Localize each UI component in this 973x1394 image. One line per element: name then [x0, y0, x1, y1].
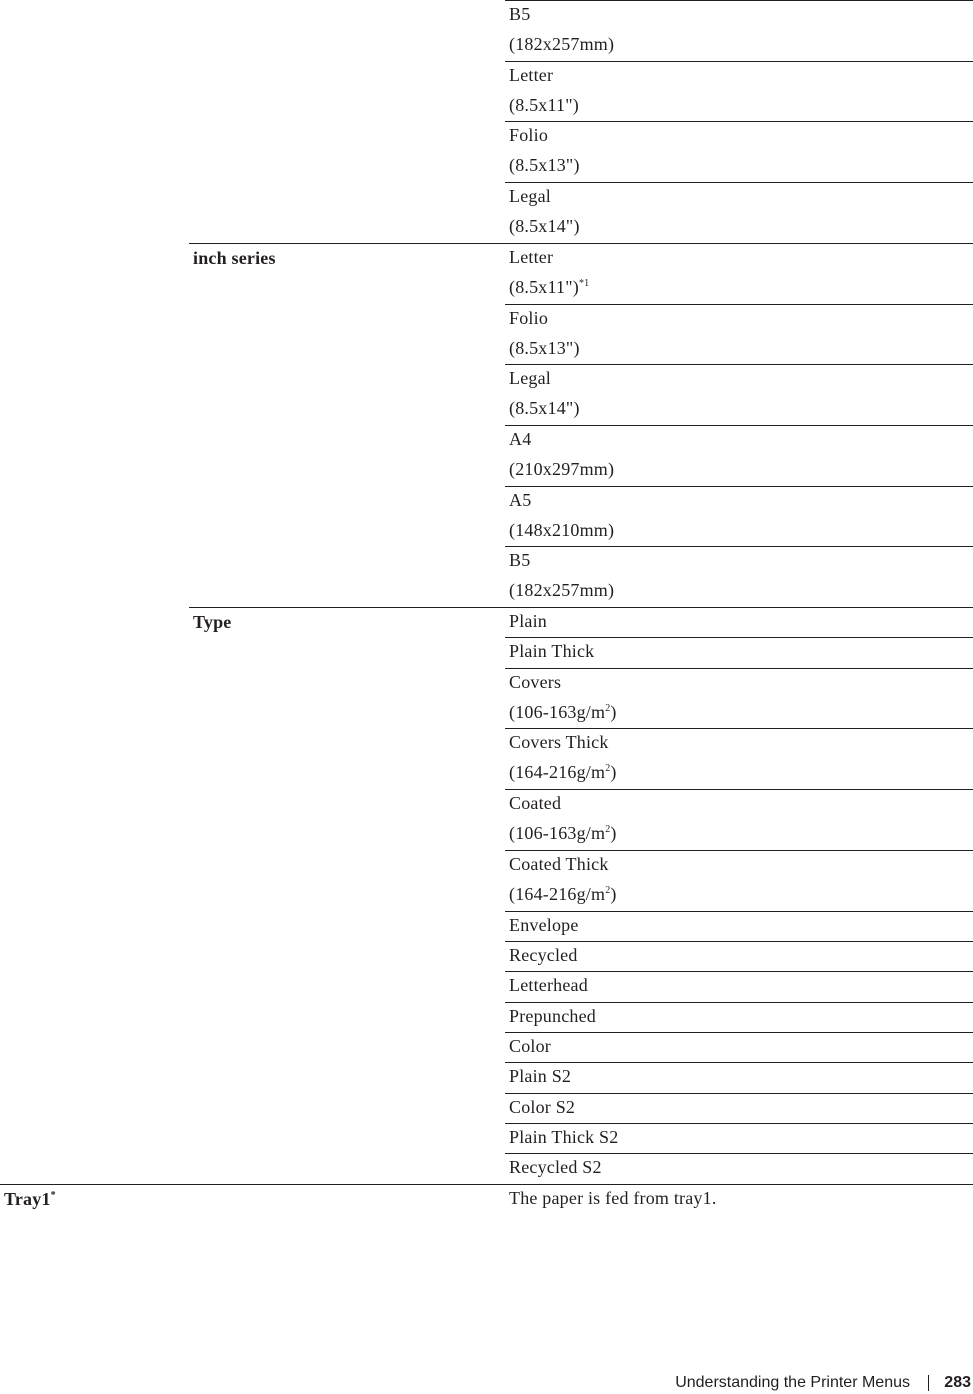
option-size-close: ): [610, 823, 617, 843]
unit-superscript: 2: [605, 824, 611, 835]
option-detail: [509, 95, 579, 115]
option-name: Folio: [509, 308, 549, 328]
option-detail: [509, 338, 580, 358]
option-value: [509, 125, 548, 145]
row-divider: [505, 668, 973, 669]
option-detail: [509, 762, 617, 782]
option-value: [509, 672, 561, 692]
row-divider: [505, 971, 973, 972]
option-name: Coated Thick: [509, 854, 609, 874]
option-name: Plain: [509, 611, 548, 631]
tray-description: [509, 1188, 717, 1208]
row-divider: [505, 728, 973, 729]
tray-description-text: The paper is fed from tray1.: [509, 1188, 717, 1208]
option-size: (8.5x14"): [509, 216, 580, 236]
option-value: [509, 65, 553, 85]
row-divider: [505, 1062, 973, 1063]
option-name: Plain Thick: [509, 641, 595, 661]
option-value: [509, 490, 531, 510]
footer-chapter-title: Understanding the Printer Menus: [675, 1374, 910, 1391]
option-value: [509, 1066, 571, 1086]
unit-superscript: 2: [605, 885, 611, 896]
option-value: [509, 1006, 596, 1026]
option-name: Prepunched: [509, 1006, 596, 1026]
option-detail: [509, 580, 614, 600]
option-name: Color S2: [509, 1097, 576, 1117]
option-name: Letter: [509, 247, 554, 267]
option-size-close: ): [610, 762, 617, 782]
option-detail: [509, 398, 580, 418]
option-detail: [509, 702, 617, 722]
option-name: Envelope: [509, 915, 579, 935]
option-size: (182x257mm): [509, 34, 615, 54]
option-name: B5: [509, 4, 531, 24]
row-divider: [505, 1002, 973, 1003]
option-name: Legal: [509, 368, 551, 388]
option-detail: [509, 823, 617, 843]
option-value: [509, 429, 531, 449]
row-divider: [505, 425, 973, 426]
option-name: Recycled S2: [509, 1157, 602, 1177]
row-divider: [505, 486, 973, 487]
option-name: Color: [509, 1036, 552, 1056]
unit-superscript: 2: [605, 703, 611, 714]
option-name: Plain S2: [509, 1066, 572, 1086]
row-divider: [505, 1123, 973, 1124]
option-detail: [509, 155, 580, 175]
option-value: [509, 1097, 575, 1117]
option-detail: [509, 520, 614, 540]
setting-label-text: inch series: [193, 248, 276, 268]
setting-label: [193, 612, 231, 632]
option-size: (182x257mm): [509, 580, 615, 600]
option-size: (8.5x13"): [509, 155, 580, 175]
row-divider: [505, 911, 973, 912]
option-size: (148x210mm): [509, 520, 615, 540]
option-name: Covers Thick: [509, 732, 609, 752]
option-name: Coated: [509, 793, 562, 813]
option-value: [509, 641, 594, 661]
row-divider: [505, 0, 973, 1]
row-divider: [505, 1153, 973, 1154]
option-size-close: ): [610, 702, 617, 722]
footer-separator: [928, 1375, 929, 1391]
row-divider: [505, 1093, 973, 1094]
option-size-close: ): [610, 884, 617, 904]
option-value: [509, 915, 579, 935]
tray-label: [4, 1189, 56, 1209]
row-divider: [189, 607, 973, 608]
option-name: Folio: [509, 125, 549, 145]
option-value: [509, 308, 548, 328]
option-value: [509, 247, 553, 267]
option-size: (8.5x11"): [509, 277, 579, 297]
option-name: Covers: [509, 672, 562, 692]
option-name: A4: [509, 429, 532, 449]
tray-label-text: Tray1: [4, 1189, 51, 1209]
option-size: (164-216g/m: [509, 762, 606, 782]
option-name: Letterhead: [509, 975, 588, 995]
page-number: 283: [944, 1374, 971, 1391]
row-divider: [505, 61, 973, 62]
option-size: (106-163g/m: [509, 823, 606, 843]
unit-superscript: 2: [605, 763, 611, 774]
option-size: (106-163g/m: [509, 702, 606, 722]
option-name: Letter: [509, 65, 554, 85]
option-size: (210x297mm): [509, 459, 615, 479]
option-name: A5: [509, 490, 532, 510]
row-divider: [505, 546, 973, 547]
page-footer: [0, 1372, 973, 1394]
option-name: Legal: [509, 186, 551, 206]
option-value: [509, 4, 530, 24]
option-size: (8.5x11"): [509, 95, 579, 115]
option-value: [509, 975, 588, 995]
option-name: Recycled: [509, 945, 578, 965]
row-divider: [0, 1184, 973, 1185]
row-divider: [505, 304, 973, 305]
setting-label-text: Type: [193, 612, 232, 632]
row-divider: [505, 850, 973, 851]
option-value: [509, 1157, 602, 1177]
option-value: [509, 368, 551, 388]
row-divider: [505, 941, 973, 942]
setting-label: [193, 248, 276, 268]
row-divider: [505, 789, 973, 790]
option-value: [509, 1127, 618, 1147]
row-divider: [505, 364, 973, 365]
row-divider: [505, 1032, 973, 1033]
option-value: [509, 611, 547, 631]
option-size: (8.5x14"): [509, 398, 580, 418]
option-size: (164-216g/m: [509, 884, 606, 904]
option-value: [509, 1036, 551, 1056]
option-name: B5: [509, 550, 531, 570]
option-value: [509, 793, 561, 813]
option-value: [509, 186, 551, 206]
row-divider: [505, 121, 973, 122]
row-divider: [505, 637, 973, 638]
option-value: [509, 550, 530, 570]
option-detail: [509, 34, 614, 54]
option-value: [509, 854, 609, 874]
footnote-marker: *1: [578, 278, 590, 289]
option-detail: [509, 277, 589, 297]
default-marker: *: [50, 1190, 56, 1201]
row-divider: [189, 243, 973, 244]
option-value: [509, 945, 578, 965]
option-name: Plain Thick S2: [509, 1127, 619, 1147]
row-divider: [505, 182, 973, 183]
option-detail: [509, 216, 580, 236]
option-size: (8.5x13"): [509, 338, 580, 358]
option-value: [509, 732, 609, 752]
option-detail: [509, 884, 617, 904]
option-detail: [509, 459, 614, 479]
